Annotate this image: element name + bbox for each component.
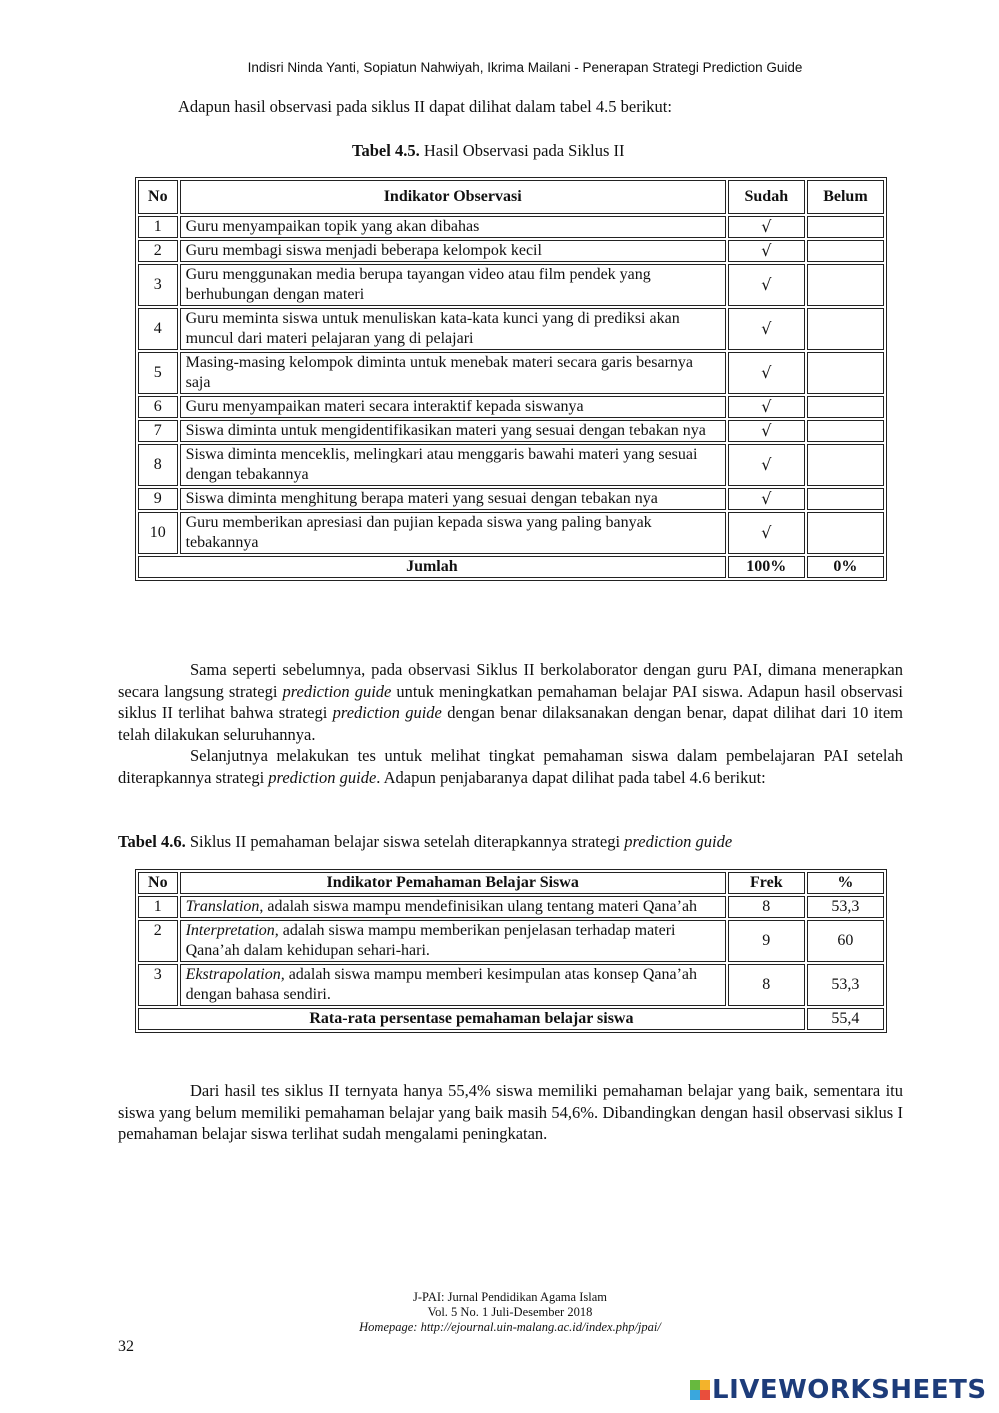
understanding-table — [135, 869, 887, 1033]
row-indikator — [180, 896, 726, 918]
header-no: No — [138, 180, 178, 214]
row-sudah: √ — [728, 240, 805, 262]
row-no: 9 — [138, 488, 178, 510]
row-sudah: √ — [728, 264, 805, 306]
row-sudah: √ — [728, 420, 805, 442]
row-percent: 53,3 — [807, 964, 884, 1006]
table-row — [138, 964, 884, 1006]
header-sudah: Sudah — [728, 180, 805, 214]
table-row — [138, 396, 884, 418]
total-belum: 0% — [807, 556, 884, 578]
table-row — [138, 240, 884, 262]
liveworksheets-logo — [690, 1375, 987, 1405]
row-no: 3 — [138, 964, 178, 1006]
para1-text: Sama seperti sebelumnya, pada observasi Siklus II berkolaborator dengan guru PAI, dimana menerapkan secara langsung strategi — [118, 660, 903, 701]
row-term: Translation — [185, 898, 260, 915]
row-sudah: √ — [728, 216, 805, 238]
row-description: , adalah siswa mampu mendefinisikan ulang tentang materi Qana’ah — [259, 898, 698, 915]
table-row — [138, 352, 884, 394]
logo-text: LIVEWORKSHEETS — [712, 1375, 987, 1405]
row-indikator: Guru menyampaikan materi secara interaktif kepada siswanya — [180, 396, 726, 418]
para1-text: untuk meningkatkan pemahaman belajar PAI siswa. Adapun hasil observasi siklus II terlihat bahwa strategi — [118, 681, 904, 722]
table46-caption-emphasis: prediction guide — [624, 832, 733, 851]
footer-journal-name: J-PAI: Jurnal Pendidikan Agama Islam — [413, 1290, 607, 1304]
header-no: No — [138, 872, 178, 894]
row-indikator: Siswa diminta menceklis, melingkari atau menggaris bawahi materi yang sesuai dengan tebakannya — [180, 444, 726, 486]
row-no: 1 — [138, 216, 178, 238]
row-belum — [807, 444, 884, 486]
row-belum — [807, 420, 884, 442]
row-belum — [807, 308, 884, 350]
table-row — [138, 512, 884, 554]
average-label: Rata-rata persentase pemahaman belajar siswa — [138, 1008, 805, 1030]
row-belum — [807, 512, 884, 554]
row-belum — [807, 216, 884, 238]
row-term: Ekstrapolation, — [185, 966, 285, 983]
row-sudah: √ — [728, 396, 805, 418]
row-description: , adalah siswa mampu memberikan penjelasan terhadap materi Qana’ah dalam kehidupan sehari-hari. — [185, 922, 676, 959]
row-sudah: √ — [728, 308, 805, 350]
para2-text: Selanjutnya melakukan tes untuk melihat tingkat pemahaman siswa dalam pembelajaran PAI setelah diterapkannya strategi — [118, 746, 903, 787]
table45-caption — [352, 141, 625, 161]
intro-text: Adapun hasil observasi pada siklus II dapat dilihat dalam tabel 4.5 berikut: — [178, 97, 672, 116]
row-indikator: Siswa diminta menghitung berapa materi yang sesuai dengan tebakan nya — [180, 488, 726, 510]
para2-emphasis: prediction guide — [268, 767, 377, 787]
total-row — [138, 556, 884, 578]
total-sudah: 100% — [728, 556, 805, 578]
row-indikator: Guru meminta siswa untuk menuliskan kata-kata kunci yang di prediksi akan muncul dari materi pelajaran yang di pelajari — [180, 308, 726, 350]
observation-table — [135, 177, 887, 581]
row-no: 7 — [138, 420, 178, 442]
average-value: 55,4 — [807, 1008, 884, 1030]
footer-volume: Vol. 5 No. 1 Juli-Desember 2018 — [427, 1305, 593, 1319]
row-indikator — [180, 964, 726, 1006]
row-no: 2 — [138, 240, 178, 262]
para1-emphasis: prediction guide — [332, 703, 442, 722]
row-indikator: Guru membagi siswa menjadi beberapa kelompok kecil — [180, 240, 726, 262]
row-sudah: √ — [728, 352, 805, 394]
paragraph-3: Dari hasil tes siklus II ternyata hanya 55,4% siswa memiliki pemahaman belajar yang baik, sementara itu siswa yang belum memiliki pemahaman belajar yang baik masih 54,6%. Dibandingkan dengan hasil observasi siklus I pemahaman belajar siswa terlihat sudah mengalami peningkatan. — [118, 1081, 903, 1143]
row-percent: 53,3 — [807, 896, 884, 918]
table-row — [138, 444, 884, 486]
para2-text: . Adapun penjabaranya dapat dilihat pada tabel 4.6 berikut: — [376, 767, 766, 787]
para1-text: dengan benar dilaksanakan dengan benar, dapat dilihat dari 10 item telah dilakukan seluruhannya. — [118, 703, 904, 744]
row-no: 2 — [138, 920, 178, 962]
row-no: 4 — [138, 308, 178, 350]
row-indikator: Siswa diminta untuk mengidentifikasikan materi yang sesuai dengan tebakan nya — [180, 420, 726, 442]
table46-caption-text: Siklus II pemahaman belajar siswa setelah diterapkannya strategi — [185, 832, 625, 851]
row-description: adalah siswa mampu memberi kesimpulan atas konsep Qana’ah dengan bahasa sendiri. — [185, 966, 698, 1003]
total-label: Jumlah — [138, 556, 726, 578]
table-row — [138, 920, 884, 962]
row-sudah: √ — [728, 512, 805, 554]
journal-footer — [300, 1290, 720, 1335]
row-no: 10 — [138, 512, 178, 554]
table-row — [138, 488, 884, 510]
row-indikator — [180, 920, 726, 962]
para1-emphasis: prediction guide — [282, 681, 392, 701]
liveworksheets-logo-icon — [690, 1380, 710, 1400]
row-sudah: √ — [728, 444, 805, 486]
row-belum — [807, 488, 884, 510]
table46-caption-label: Tabel 4.6. — [118, 832, 186, 851]
row-no: 1 — [138, 896, 178, 918]
row-term: Interpretation — [185, 922, 275, 939]
row-percent: 60 — [807, 920, 884, 962]
page-number: 32 — [118, 1338, 134, 1355]
header-indikator: Indikator Pemahaman Belajar Siswa — [180, 872, 726, 894]
row-no: 6 — [138, 396, 178, 418]
table-row — [138, 896, 884, 918]
row-no: 3 — [138, 264, 178, 306]
header-indikator: Indikator Observasi — [180, 180, 726, 214]
paragraph-1 — [118, 659, 903, 745]
header-belum: Belum — [807, 180, 884, 214]
row-indikator: Masing-masing kelompok diminta untuk menebak materi secara garis besarnya saja — [180, 352, 726, 394]
row-frek: 9 — [728, 920, 805, 962]
row-frek: 8 — [728, 964, 805, 1006]
table45-caption-label: Tabel 4.5. — [352, 141, 420, 160]
header-frek: Frek — [728, 872, 805, 894]
row-indikator: Guru memberikan apresiasi dan pujian kepada siswa yang paling banyak tebakannya — [180, 512, 726, 554]
row-belum — [807, 352, 884, 394]
table46-caption — [118, 832, 732, 852]
running-head: Indisri Ninda Yanti, Sopiatun Nahwiyah, Ikrima Mailani - Penerapan Strategi Prediction Guide — [247, 60, 803, 75]
table-row — [138, 264, 884, 306]
row-frek: 8 — [728, 896, 805, 918]
row-no: 5 — [138, 352, 178, 394]
row-indikator: Guru menggunakan media berupa tayangan video atau film pendek yang berhubungan dengan materi — [180, 264, 726, 306]
table-row — [138, 308, 884, 350]
average-row — [138, 1008, 884, 1030]
table45-caption-text: Hasil Observasi pada Siklus II — [419, 141, 625, 160]
header-percent: % — [807, 872, 884, 894]
row-belum — [807, 396, 884, 418]
table-row — [138, 420, 884, 442]
footer-homepage: Homepage: http://ejournal.uin-malang.ac.id/index.php/jpai/ — [359, 1320, 661, 1334]
row-belum — [807, 264, 884, 306]
row-belum — [807, 240, 884, 262]
row-sudah: √ — [728, 488, 805, 510]
row-indikator: Guru menyampaikan topik yang akan dibahas — [180, 216, 726, 238]
table-row — [138, 216, 884, 238]
row-no: 8 — [138, 444, 178, 486]
paragraph-2 — [118, 745, 903, 788]
